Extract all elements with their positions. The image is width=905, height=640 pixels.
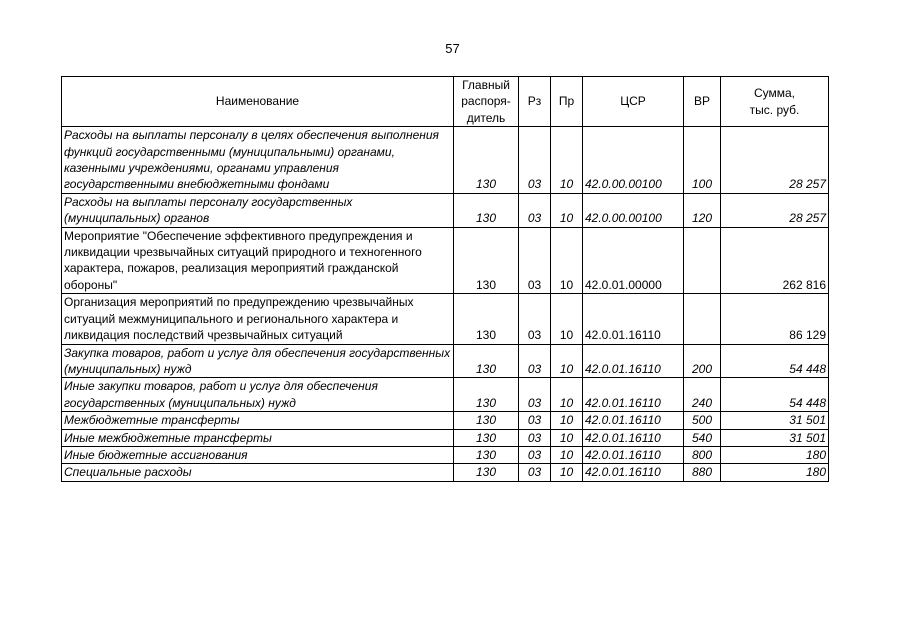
row-expense-type: 500 (684, 412, 721, 429)
row-expense-type: 240 (684, 378, 721, 412)
row-target-article: 42.0.01.16110 (583, 294, 684, 344)
row-expense-type (684, 294, 721, 344)
row-name: Иные межбюджетные трансферты (62, 429, 454, 446)
table-row (62, 344, 829, 378)
table-row (62, 412, 829, 429)
budget-table (61, 76, 829, 482)
row-sum: 31 501 (721, 412, 829, 429)
row-sum: 31 501 (721, 429, 829, 446)
row-expense-type (684, 227, 721, 294)
table-row (62, 127, 829, 194)
row-name: Иные бюджетные ассигнования (62, 446, 454, 463)
header-section: Рз (519, 77, 551, 127)
table-header-row (62, 77, 829, 127)
table-row (62, 464, 829, 481)
page-number: 57 (445, 41, 460, 56)
row-subsection: 10 (551, 344, 583, 378)
row-sum: 180 (721, 464, 829, 481)
row-sum: 54 448 (721, 344, 829, 378)
table-row (62, 294, 829, 344)
row-chief-manager: 130 (454, 429, 519, 446)
row-chief-manager: 130 (454, 378, 519, 412)
header-sum-line-1: Сумма, (753, 86, 796, 101)
row-chief-manager: 130 (454, 412, 519, 429)
row-sum: 180 (721, 446, 829, 463)
row-sum: 262 816 (721, 227, 829, 294)
header-sum-line-2: тыс. руб. (749, 102, 800, 117)
row-name: Специальные расходы (62, 464, 454, 481)
row-expense-type: 540 (684, 429, 721, 446)
row-subsection: 10 (551, 227, 583, 294)
row-expense-type: 800 (684, 446, 721, 463)
row-subsection: 10 (551, 294, 583, 344)
header-sum (721, 77, 829, 127)
row-name: Межбюджетные трансферты (62, 412, 454, 429)
row-subsection: 10 (551, 429, 583, 446)
header-subsection: Пр (551, 77, 583, 127)
table-body (62, 127, 829, 482)
row-sum: 28 257 (721, 127, 829, 194)
header-chief-manager-line-3: дитель (466, 110, 506, 125)
row-expense-type: 880 (684, 464, 721, 481)
row-subsection: 10 (551, 127, 583, 194)
header-name: Наименование (62, 77, 454, 127)
row-section: 03 (519, 127, 551, 194)
row-name: Иные закупки товаров, работ и услуг для обеспечения государственных (муниципальных) нужд (62, 378, 454, 412)
row-expense-type: 120 (684, 193, 721, 227)
row-sum: 28 257 (721, 193, 829, 227)
row-section: 03 (519, 227, 551, 294)
row-section: 03 (519, 446, 551, 463)
row-target-article: 42.0.00.00100 (583, 193, 684, 227)
row-target-article: 42.0.01.16110 (583, 412, 684, 429)
row-section: 03 (519, 412, 551, 429)
table-row (62, 193, 829, 227)
row-chief-manager: 130 (454, 344, 519, 378)
row-chief-manager: 130 (454, 464, 519, 481)
header-chief-manager (454, 77, 519, 127)
row-name: Расходы на выплаты персоналу государственных (муниципальных) органов (62, 193, 454, 227)
table-row (62, 429, 829, 446)
header-expense-type: ВР (684, 77, 721, 127)
row-sum: 86 129 (721, 294, 829, 344)
row-section: 03 (519, 429, 551, 446)
table-row (62, 227, 829, 294)
row-sum: 54 448 (721, 378, 829, 412)
row-name: Закупка товаров, работ и услуг для обеспечения государственных (муниципальных) нужд (62, 344, 454, 378)
row-chief-manager: 130 (454, 193, 519, 227)
row-subsection: 10 (551, 464, 583, 481)
row-section: 03 (519, 193, 551, 227)
row-chief-manager: 130 (454, 227, 519, 294)
row-subsection: 10 (551, 412, 583, 429)
row-section: 03 (519, 344, 551, 378)
row-chief-manager: 130 (454, 446, 519, 463)
row-name: Мероприятие "Обеспечение эффективного предупреждения и ликвидации чрезвычайных ситуаций природного и техногенного характера, пожаров, реализация мероприятий гражданской обороны" (62, 227, 454, 294)
header-chief-manager-line-2: распоря- (461, 94, 511, 109)
row-target-article: 42.0.01.16110 (583, 464, 684, 481)
header-target-article: ЦСР (583, 77, 684, 127)
row-expense-type: 200 (684, 344, 721, 378)
row-section: 03 (519, 294, 551, 344)
row-target-article: 42.0.01.16110 (583, 446, 684, 463)
row-expense-type: 100 (684, 127, 721, 194)
row-target-article: 42.0.00.00100 (583, 127, 684, 194)
row-subsection: 10 (551, 446, 583, 463)
row-name: Организация мероприятий по предупреждению чрезвычайных ситуаций межмуниципального и регионального характера и ликвидация последствий чрезвычайных ситуаций (62, 294, 454, 344)
row-name: Расходы на выплаты персоналу в целях обеспечения выполнения функций государственными (муниципальными) органами, казенными учреждениями, органами управления государственными внебюджетными фондами (62, 127, 454, 194)
row-target-article: 42.0.01.16110 (583, 344, 684, 378)
row-target-article: 42.0.01.16110 (583, 378, 684, 412)
row-section: 03 (519, 464, 551, 481)
row-target-article: 42.0.01.16110 (583, 429, 684, 446)
table-row (62, 446, 829, 463)
row-subsection: 10 (551, 193, 583, 227)
row-target-article: 42.0.01.00000 (583, 227, 684, 294)
row-chief-manager: 130 (454, 294, 519, 344)
table-row (62, 378, 829, 412)
row-chief-manager: 130 (454, 127, 519, 194)
row-subsection: 10 (551, 378, 583, 412)
header-chief-manager-line-1: Главный (462, 78, 510, 92)
row-section: 03 (519, 378, 551, 412)
